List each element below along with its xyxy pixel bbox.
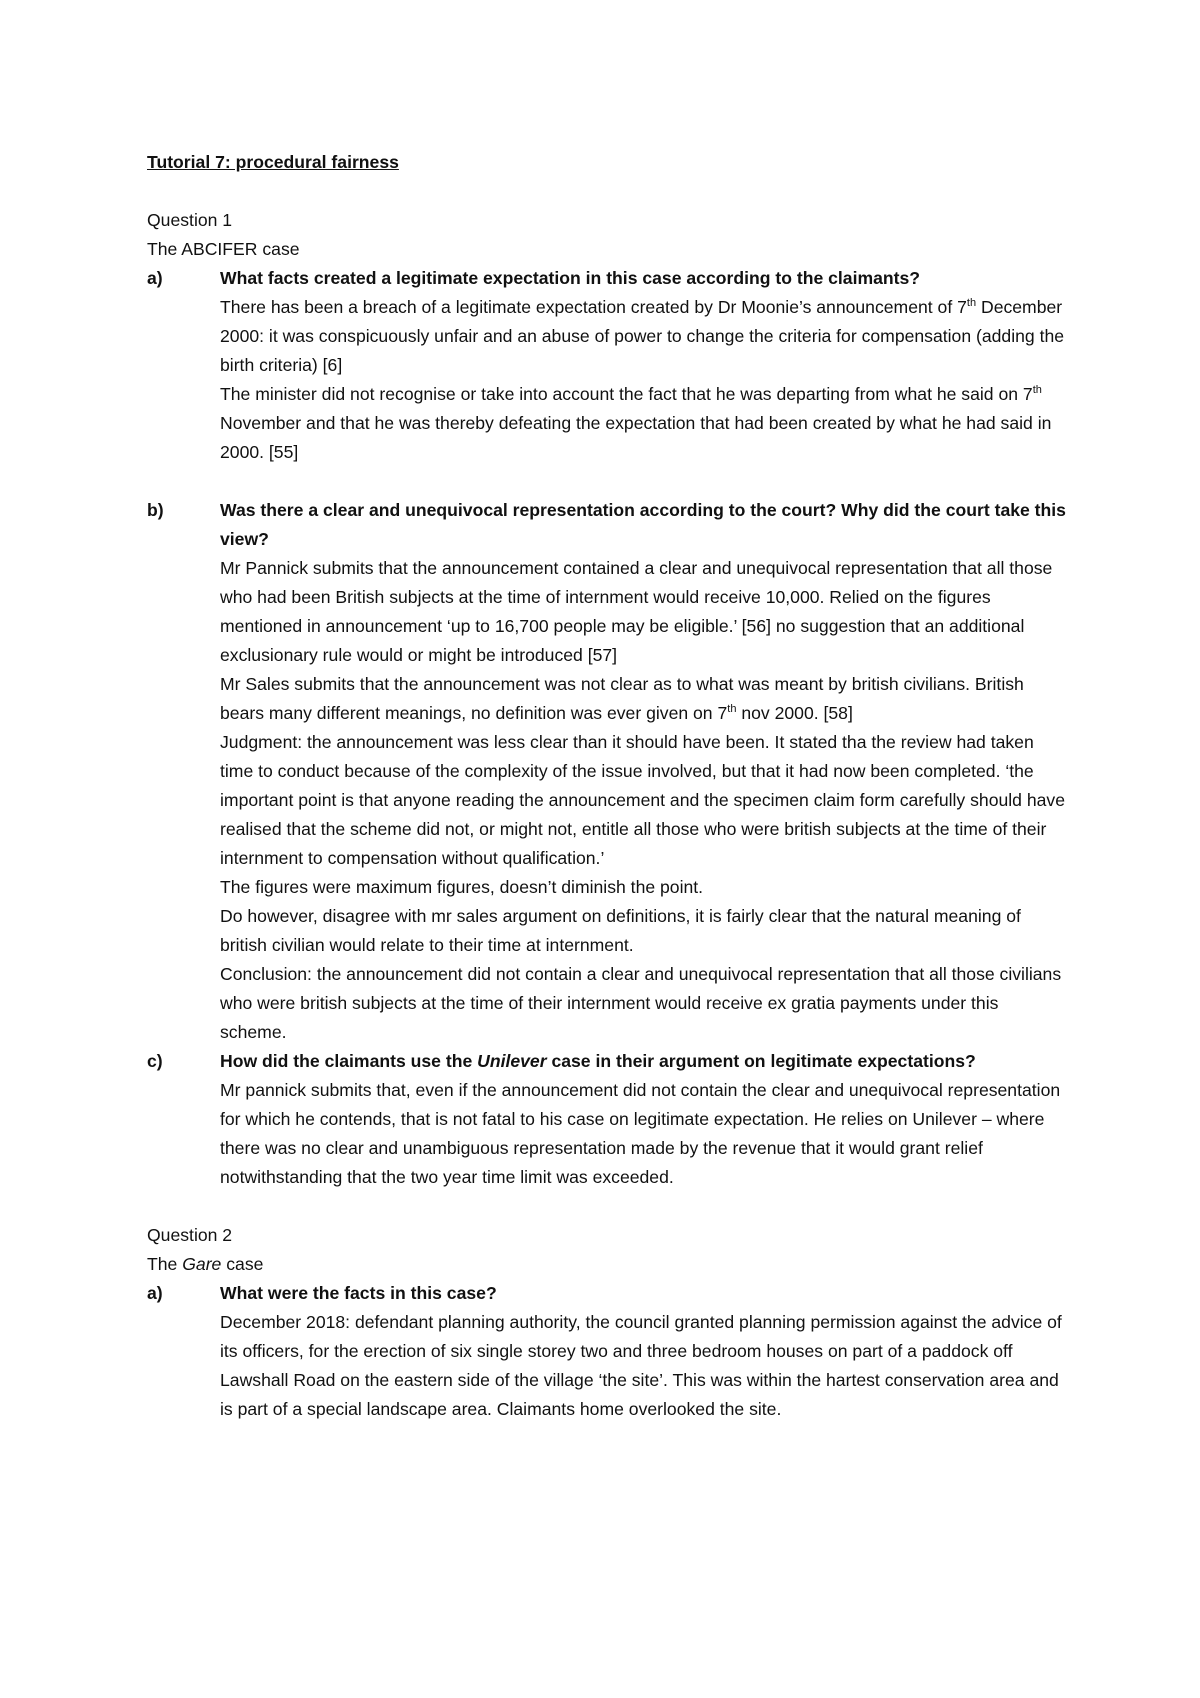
answer-paragraph: The figures were maximum figures, doesn’t diminish the point. bbox=[220, 877, 704, 897]
answer-paragraph: Mr Sales submits that the announcement was not clear as to what was meant by british civilians. British bears many different meanings, no definition was ever given on 7th nov 2000. [58] bbox=[220, 674, 1024, 723]
question-1-heading: Question 1 bbox=[147, 210, 233, 230]
question-2a-text: What were the facts in this case? bbox=[220, 1283, 497, 1303]
answer-paragraph: December 2018: defendant planning authority, the council granted planning permission against the advice of its officers, for the erection of six single storey two and three bedroom houses on part of a paddock off Lawshall Road on the eastern side of the village ‘the site’. This was within the hartest conservation area and is part of a special landscape area. Claimants home overlooked the site. bbox=[220, 1312, 1062, 1419]
answer-paragraph: Judgment: the announcement was less clear than it should have been. It stated tha the review had taken time to conduct because of the complexity of the issue involved, but that it had now been completed. ‘the important point is that anyone reading the announcement and the specimen claim form carefully should have realised that the scheme did not, or might not, entitle all those who were british subjects at the time of their internment to compensation without qualification.’ bbox=[220, 732, 1065, 868]
question-2a bbox=[147, 1279, 1067, 1424]
document-title: Tutorial 7: procedural fairness bbox=[147, 152, 399, 172]
question-1b bbox=[147, 496, 1067, 1047]
item-label: a) bbox=[147, 268, 163, 288]
answer-paragraph: The minister did not recognise or take into account the fact that he was departing from what he said on 7th November and that he was thereby defeating the expectation that had been created by what he had said in 2000. [55] bbox=[220, 384, 1052, 462]
answer-paragraph: Conclusion: the announcement did not contain a clear and unequivocal representation that all those civilians who were british subjects at the time of their internment would receive ex gratia payments under this scheme. bbox=[220, 964, 1062, 1042]
answer-paragraph: Do however, disagree with mr sales argument on definitions, it is fairly clear that the natural meaning of british civilian would relate to their time at internment. bbox=[220, 906, 1021, 955]
item-label: c) bbox=[147, 1051, 163, 1071]
spacer bbox=[147, 467, 1067, 496]
question-2-case-title: The Gare case bbox=[147, 1254, 264, 1274]
question-1a bbox=[147, 264, 1067, 467]
question-1c bbox=[147, 1047, 1067, 1192]
question-1b-text: Was there a clear and unequivocal representation according to the court? Why did the court take this view? bbox=[220, 500, 1066, 549]
answer-paragraph: Mr pannick submits that, even if the announcement did not contain the clear and unequivocal representation for which he contends, that is not fatal to his case on legitimate expectation. He relies on Unilever – where there was no clear and unambiguous representation made by the revenue that it would grant relief notwithstanding that the two year time limit was exceeded. bbox=[220, 1080, 1061, 1187]
spacer bbox=[147, 177, 1067, 206]
spacer bbox=[147, 1192, 1067, 1221]
item-label: b) bbox=[147, 500, 164, 520]
question-1a-text: What facts created a legitimate expectation in this case according to the claimants? bbox=[220, 268, 921, 288]
item-label: a) bbox=[147, 1283, 163, 1303]
question-1c-text: How did the claimants use the Unilever case in their argument on legitimate expectations? bbox=[220, 1051, 976, 1071]
answer-paragraph: There has been a breach of a legitimate expectation created by Dr Moonie’s announcement of 7th December 2000: it was conspicuously unfair and an abuse of power to change the criteria for compensation (adding the birth criteria) [6] bbox=[220, 297, 1065, 375]
document-page bbox=[147, 148, 1067, 1424]
answer-paragraph: Mr Pannick submits that the announcement contained a clear and unequivocal representation that all those who had been British subjects at the time of internment would receive 10,000. Relied on the figures mentioned in announcement ‘up to 16,700 people may be eligible.’ [56] no suggestion that an additional exclusionary rule would or might be introduced [57] bbox=[220, 558, 1053, 665]
question-1-case-title: The ABCIFER case bbox=[147, 239, 300, 259]
question-2-heading: Question 2 bbox=[147, 1225, 233, 1245]
